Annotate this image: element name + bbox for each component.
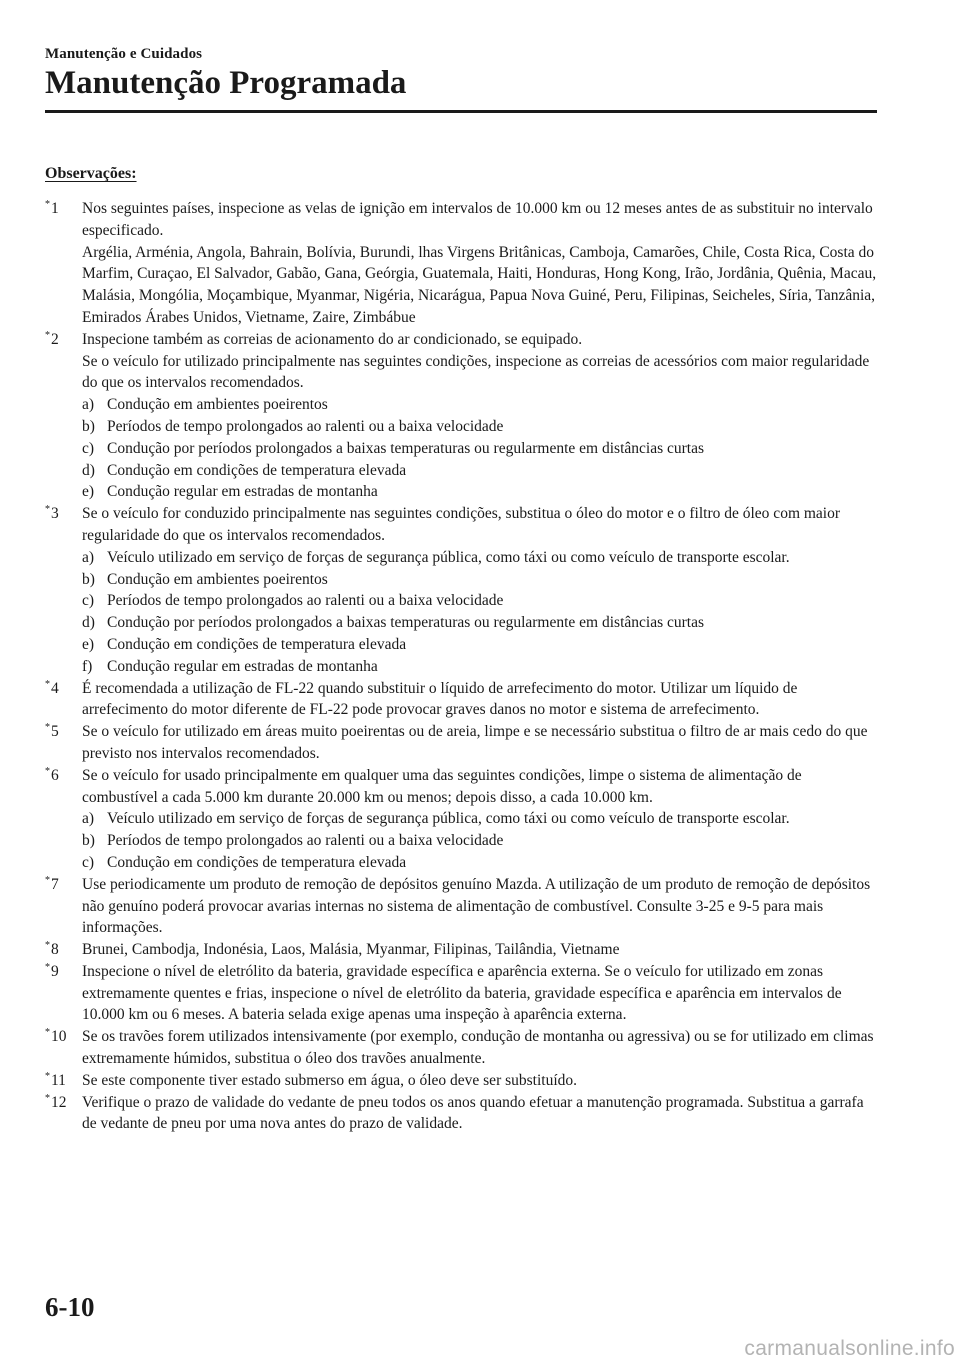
footnote-number: 11	[51, 1071, 66, 1089]
footnote-paragraph: É recomendada a utilização de FL-22 quando substituir o líquido de arrefecimento do motor. Utilizar um líquido de arrefecimento do motor diferente de FL-22 pode provocar graves danos no motor e sistema de arrefecimento.	[82, 679, 798, 719]
condition-item	[82, 852, 880, 874]
footnote-marker	[45, 721, 59, 745]
footnote-paragraph: Inspecione o nível de eletrólito da bateria, gravidade específica e aparência externa. Se o veículo for utilizado em zonas extremamente quentes e frias, inspecione o nível de eletrólito da bateria, gravidade específica e aparência em intervalos de 10.000 km ou 6 meses. A bateria selada exige apenas uma inspeção à aparência externa.	[82, 962, 842, 1024]
footnote-paragraph: Se o veículo for utilizado em áreas muito poeirentas ou de areia, limpe e se necessário substitua o filtro de ar mais cedo do que previsto nos intervalos recomendados.	[82, 723, 868, 762]
footnote-item	[45, 503, 880, 677]
condition-letter: a)	[82, 548, 95, 566]
footnote-paragraph: Brunei, Cambodja, Indonésia, Laos, Malásia, Myanmar, Filipinas, Tailândia, Vietname	[82, 941, 620, 959]
section-label: Manutenção e Cuidados	[45, 46, 203, 62]
condition-text: Condução por períodos prolongados a baixas temperaturas ou regularmente em distâncias curtas	[107, 439, 704, 457]
condition-item	[82, 634, 880, 656]
condition-letter: b)	[82, 832, 95, 850]
footnote-number: 3	[51, 505, 59, 523]
notes-heading: Observações:	[45, 165, 137, 182]
condition-item	[82, 830, 880, 852]
footnote-item	[45, 961, 880, 1026]
condition-text: Condução em condições de temperatura elevada	[107, 853, 407, 871]
footnote-number: 1	[51, 200, 59, 217]
condition-item	[82, 438, 880, 460]
footnote-marker	[45, 1070, 66, 1094]
page-number: 6-10	[45, 1292, 95, 1322]
footnote-paragraph: Verifique o prazo de validade do vedante de pneu todos os anos quando efetuar a manutenção programada. Substitua a garrafa de vedante de pneu por uma nova antes do prazo de validade.	[82, 1093, 864, 1133]
footnote-paragraph: Inspecione também as correias de acionamento do ar condicionado, se equipado.	[82, 330, 583, 348]
condition-item	[82, 656, 880, 678]
footnote-marker	[45, 939, 59, 963]
condition-item	[82, 481, 880, 503]
condition-item	[82, 569, 880, 591]
footnote-number: 9	[51, 962, 59, 980]
footnote-asterisk: *	[45, 940, 50, 952]
footnote-paragraph: Use periodicamente um produto de remoção de depósitos genuíno Mazda. A utilização de um produto de remoção de depósitos não genuíno poderá provocar avarias internas no sistema de alimentação de combustível. Consulte 3-25 e 9-5 para mais informações.	[82, 875, 871, 937]
condition-letter: f)	[82, 657, 93, 675]
footnote-paragraph: Se este componente tiver estado submerso em água, o óleo deve ser substituído.	[82, 1071, 578, 1089]
condition-letter: e)	[82, 635, 95, 653]
condition-list	[82, 547, 880, 678]
condition-text: Períodos de tempo prolongados ao ralenti ou a baixa velocidade	[107, 832, 504, 850]
condition-text: Períodos de tempo prolongados ao ralenti ou a baixa velocidade	[107, 592, 504, 610]
watermark: carmanualsonline.info	[744, 1337, 955, 1360]
condition-letter: a)	[82, 396, 95, 414]
footnote-marker	[45, 765, 59, 789]
footnote-asterisk: *	[45, 1092, 50, 1104]
condition-text: Períodos de tempo prolongados ao ralenti ou a baixa velocidade	[107, 417, 504, 435]
footnote-number: 8	[51, 941, 59, 959]
footnote-number: 7	[51, 875, 59, 893]
condition-letter: c)	[82, 592, 95, 610]
footnote-item	[45, 678, 880, 722]
condition-text: Condução em condições de temperatura elevada	[107, 461, 407, 479]
condition-letter: c)	[82, 439, 95, 457]
page-title: Manutenção Programada	[45, 65, 407, 101]
footnote-asterisk: *	[45, 329, 50, 341]
footnote-paragraph: Se o veículo for conduzido principalmente nas seguintes condições, substitua o óleo do motor e o filtro de óleo com maior regularidade do que os intervalos recomendados.	[82, 505, 841, 544]
footnote-marker	[45, 678, 59, 702]
footnote-item	[45, 721, 880, 765]
condition-text: Condução em condições de temperatura elevada	[107, 635, 407, 653]
footnote-asterisk: *	[45, 199, 50, 210]
condition-item	[82, 612, 880, 634]
footnote-paragraph: Se o veículo for usado principalmente em qualquer uma das seguintes condições, limpe o sistema de alimentação de combustível a cada 5.000 km durante 20.000 km ou menos; depois disso, a cada 10.000 km.	[82, 766, 802, 806]
footnote-asterisk: *	[45, 678, 50, 690]
footnote-number: 10	[51, 1028, 67, 1046]
condition-letter: b)	[82, 417, 95, 435]
notes-list	[45, 198, 880, 1135]
condition-letter: c)	[82, 853, 95, 871]
condition-text: Condução regular em estradas de montanha	[107, 483, 378, 501]
condition-text: Condução por períodos prolongados a baixas temperaturas ou regularmente em distâncias curtas	[107, 614, 704, 632]
condition-text: Condução em ambientes poeirentos	[107, 396, 328, 414]
footnote-number: 6	[51, 766, 59, 784]
footnote-number: 2	[51, 330, 59, 348]
footnote-item	[45, 1026, 880, 1070]
footnote-item	[45, 329, 880, 503]
footnote-item	[45, 765, 880, 874]
condition-item	[82, 460, 880, 482]
condition-letter: b)	[82, 570, 95, 588]
condition-item	[82, 808, 880, 830]
condition-list	[82, 808, 880, 873]
footnote-item	[45, 1092, 880, 1136]
footnote-asterisk: *	[45, 961, 50, 973]
condition-text: Veículo utilizado em serviço de forças de segurança pública, como táxi ou como veículo de transporte escolar.	[107, 548, 790, 566]
footnote-marker	[45, 329, 59, 353]
condition-item	[82, 547, 880, 569]
condition-text: Veículo utilizado em serviço de forças de segurança pública, como táxi ou como veículo de transporte escolar.	[107, 810, 790, 828]
footnote-asterisk: *	[45, 722, 50, 734]
footnote-item	[45, 198, 880, 329]
footnote-marker	[45, 961, 59, 985]
footnote-number: 4	[51, 679, 59, 697]
condition-list	[82, 394, 880, 503]
condition-letter: a)	[82, 810, 95, 828]
footnote-paragraph: Argélia, Arménia, Angola, Bahrain, Bolívia, Burundi, lhas Virgens Britânicas, Camboja, Camarões, Chile, Costa Rica, Costa do Marfim, Curaçao, El Salvador, Gabão, Gana, Geórgia, Guatemala, Haiti, Honduras, Hong Kong, Irão, Jordânia, Quênia, Macau, Malásia, Mongólia, Moçambique, Myanmar, Nigéria, Nicarágua, Papua Nova Guiné, Peru, Filipinas, Seicheles, Síria, Tanzânia, Emirados Árabes Unidos, Vietname, Zaire, Zimbábue	[82, 243, 877, 326]
condition-item	[82, 590, 880, 612]
footnote-marker	[45, 1092, 67, 1116]
condition-letter: e)	[82, 483, 95, 501]
condition-item	[82, 394, 880, 416]
footnote-asterisk: *	[45, 1070, 50, 1082]
footnote-paragraph: Se o veículo for utilizado principalmente nas seguintes condições, inspecione as correias de acessórios com maior regularidade do que os intervalos recomendados.	[82, 352, 870, 392]
footnote-item	[45, 874, 880, 939]
notes-section	[45, 163, 880, 1135]
footnote-asterisk: *	[45, 874, 50, 886]
footnote-paragraph: Se os travões forem utilizados intensivamente (por exemplo, condução de montanha ou agressiva) ou se for utilizado em climas extremamente húmidos, substitua o óleo dos travões anualmente.	[82, 1028, 874, 1068]
condition-letter: d)	[82, 461, 95, 479]
footnote-item	[45, 1070, 880, 1092]
footnote-number: 5	[51, 723, 59, 741]
footnote-asterisk: *	[45, 1027, 50, 1039]
condition-item	[82, 416, 880, 438]
footnote-number: 12	[51, 1093, 67, 1111]
footnote-asterisk: *	[45, 504, 50, 516]
footnote-marker	[45, 198, 59, 222]
title-rule	[45, 110, 877, 113]
footnote-marker	[45, 1026, 67, 1050]
footnote-marker	[45, 503, 59, 527]
footnote-item	[45, 939, 880, 961]
condition-text: Condução regular em estradas de montanha	[107, 657, 378, 675]
condition-letter: d)	[82, 614, 95, 632]
footnote-asterisk: *	[45, 765, 50, 777]
condition-text: Condução em ambientes poeirentos	[107, 570, 328, 588]
footnote-paragraph: Nos seguintes países, inspecione as velas de ignição em intervalos de 10.000 km ou 12 meses antes de as substituir no intervalo especificado.	[82, 200, 873, 239]
footnote-marker	[45, 874, 59, 898]
